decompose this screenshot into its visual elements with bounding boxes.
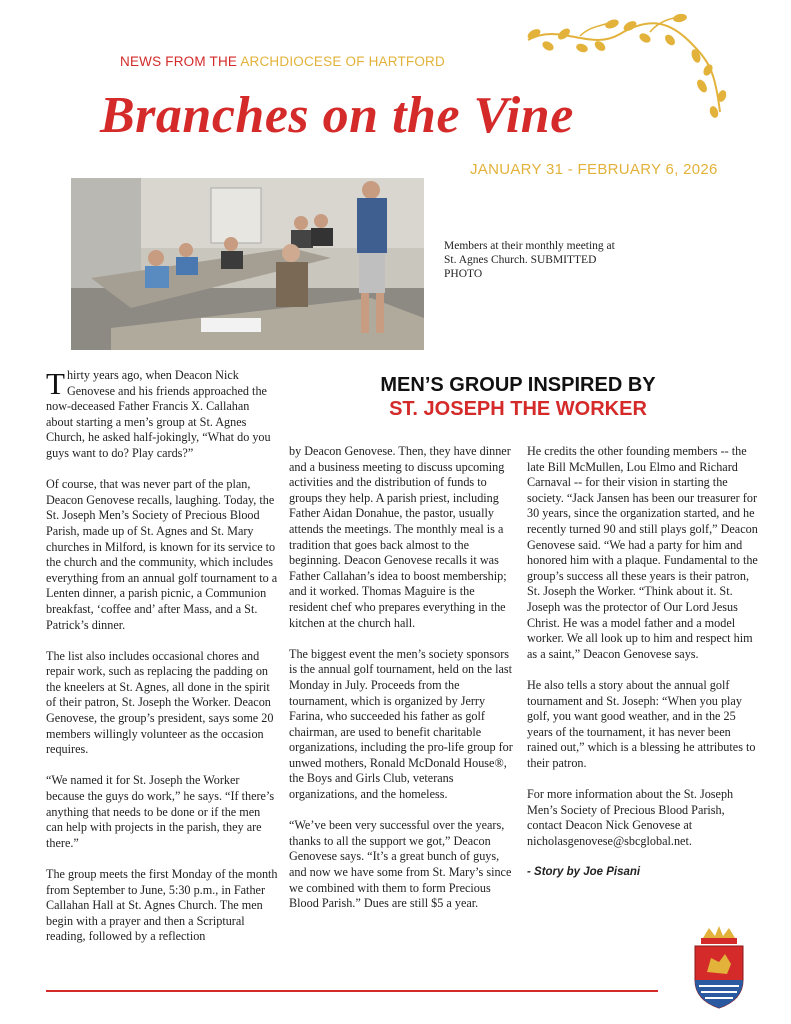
paragraph: The list also includes occasional chores and repair work, such as replacing the padding on the kneelers at St. Agnes, all done in the spirit of their patron, St. Joseph the Worker. Deacon Genovese, the group’s president, says some 20 members willingly volunteer as the occasion requires. [46, 648, 274, 757]
headline-line-2: ST. JOSEPH THE WORKER [389, 398, 647, 420]
photo-caption: Members at their monthly meeting at St. Agnes Church. SUBMITTED PHOTO [444, 240, 615, 280]
byline: - Story by Joe Pisani [527, 866, 641, 879]
footer-rule [46, 990, 658, 992]
meeting-photo [71, 178, 424, 350]
paragraph: He also tells a story about the annual golf tournament and St. Joseph: “When you play golf, you want good weather, and in the 25 years of the tournament, it has never been rained out,” which is a blessing he attributes to their patron. [527, 677, 756, 770]
drop-cap: T [46, 366, 65, 401]
headline-line-1: MEN’S GROUP INSPIRED BY [380, 374, 656, 396]
paragraph: He credits the other founding members -- the late Bill McMullen, Lou Elmo and Richard Carnaval -- for their vision in starting the society. “Jack Jansen has been our treasurer for 30 years, since the organization started, and he recently turned 90 and still plays golf,” Deacon Genovese said. “We had a party for him and honored him with a plaque. Fundamental to the group’s success all these years is their patron, St. Joseph the Worker. “Think about it. St. Joseph was the protector of Our Lord Jesus Christ. He was a model father and a model worker. We all look up to him and respect him as a saint,” Deacon Genovese says. [527, 444, 758, 661]
article-headline [318, 373, 718, 421]
paragraph: The group meets the first Monday of the month from September to June, 5:30 p.m., in Father Callahan Hall at St. Agnes Church. The men begin with a prayer and then a Scriptural reading, followed by a reflection [46, 867, 278, 944]
paragraph: The biggest event the men’s society sponsors is the annual golf tournament, held on the last Monday in July. Proceeds from the tournament, which is organized by Jerry Farina, who succeeded his father as golf chairman, are used to benefit charitable organizations, including the pro-life group for unwed mothers, Ronald McDonald House®, the Boys and Girls Club, veterans organizations, and the homeless. [289, 646, 513, 802]
kicker-org: ARCHDIOCESE OF HARTFORD [240, 54, 445, 69]
paragraph: by Deacon Genovese. Then, they have dinner and a business meeting to discuss upcoming activities and the distribution of funds to groups they help. A parish priest, including Father Aidan Donahue, the pastor, usually attends the meetings. The monthly meal is a tradition that goes back almost to the beginning. Deacon Genovese recalls it was Father Callahan’s idea to boost membership; and it worked. Thomas Maguire is the resident chef who prepares everything in the kitchen at the church hall. [289, 444, 511, 630]
kicker-prefix: NEWS FROM THE [120, 54, 238, 69]
paragraph: Thirty years ago, when Deacon Nick Genovese and his friends approached the now-deceased Father Francis X. Callahan about starting a men’s group at St. Agnes Church, he asked half-jokingly, “What do you guys want to do? Play cards?” [46, 366, 271, 460]
paragraph: For more information about the St. Joseph Men’s Society of Precious Blood Parish, contact Deacon Nick Genovese at nicholasgenovese@sbcglobal.net. [527, 787, 734, 848]
paragraph: “We’ve been very successful over the years, thanks to all the support we got,” Deacon Genovese says. “It’s a great bunch of guys, and now we have some from St. Mary’s since we combined with them to form Precious Blood Parish.” Dues are still $5 a year. [289, 818, 512, 911]
issue-dates: JANUARY 31 - FEBRUARY 6, 2026 [470, 161, 718, 178]
meeting-photo-illustration [71, 178, 424, 350]
kicker [120, 54, 445, 69]
masthead-title: Branches on the Vine [100, 87, 574, 144]
archdiocese-crest-icon [689, 924, 749, 1010]
article-column-2 [289, 444, 515, 927]
paragraph: “We named it for St. Joseph the Worker because the guys do work,” he says. “If there’s anything that needs to be done or if the men can help with projects in the parish, they are there.” [46, 773, 275, 850]
paragraph: Of course, that was never part of the plan, Deacon Genovese recalls, laughing. Today, the St. Joseph Men’s Society of Precious Blood Parish, made up of St. Agnes and St. Mary churches in Milford, is known for its service to the church and the community, which includes everything from an annual golf tournament to a Lenten dinner, a parish picnic, a Communion breakfast, ‘coffee and’ after Mass, and a St. Patrick’s dinner. [46, 477, 278, 632]
article-column-3 [527, 444, 759, 896]
article-column-1 [46, 368, 278, 961]
